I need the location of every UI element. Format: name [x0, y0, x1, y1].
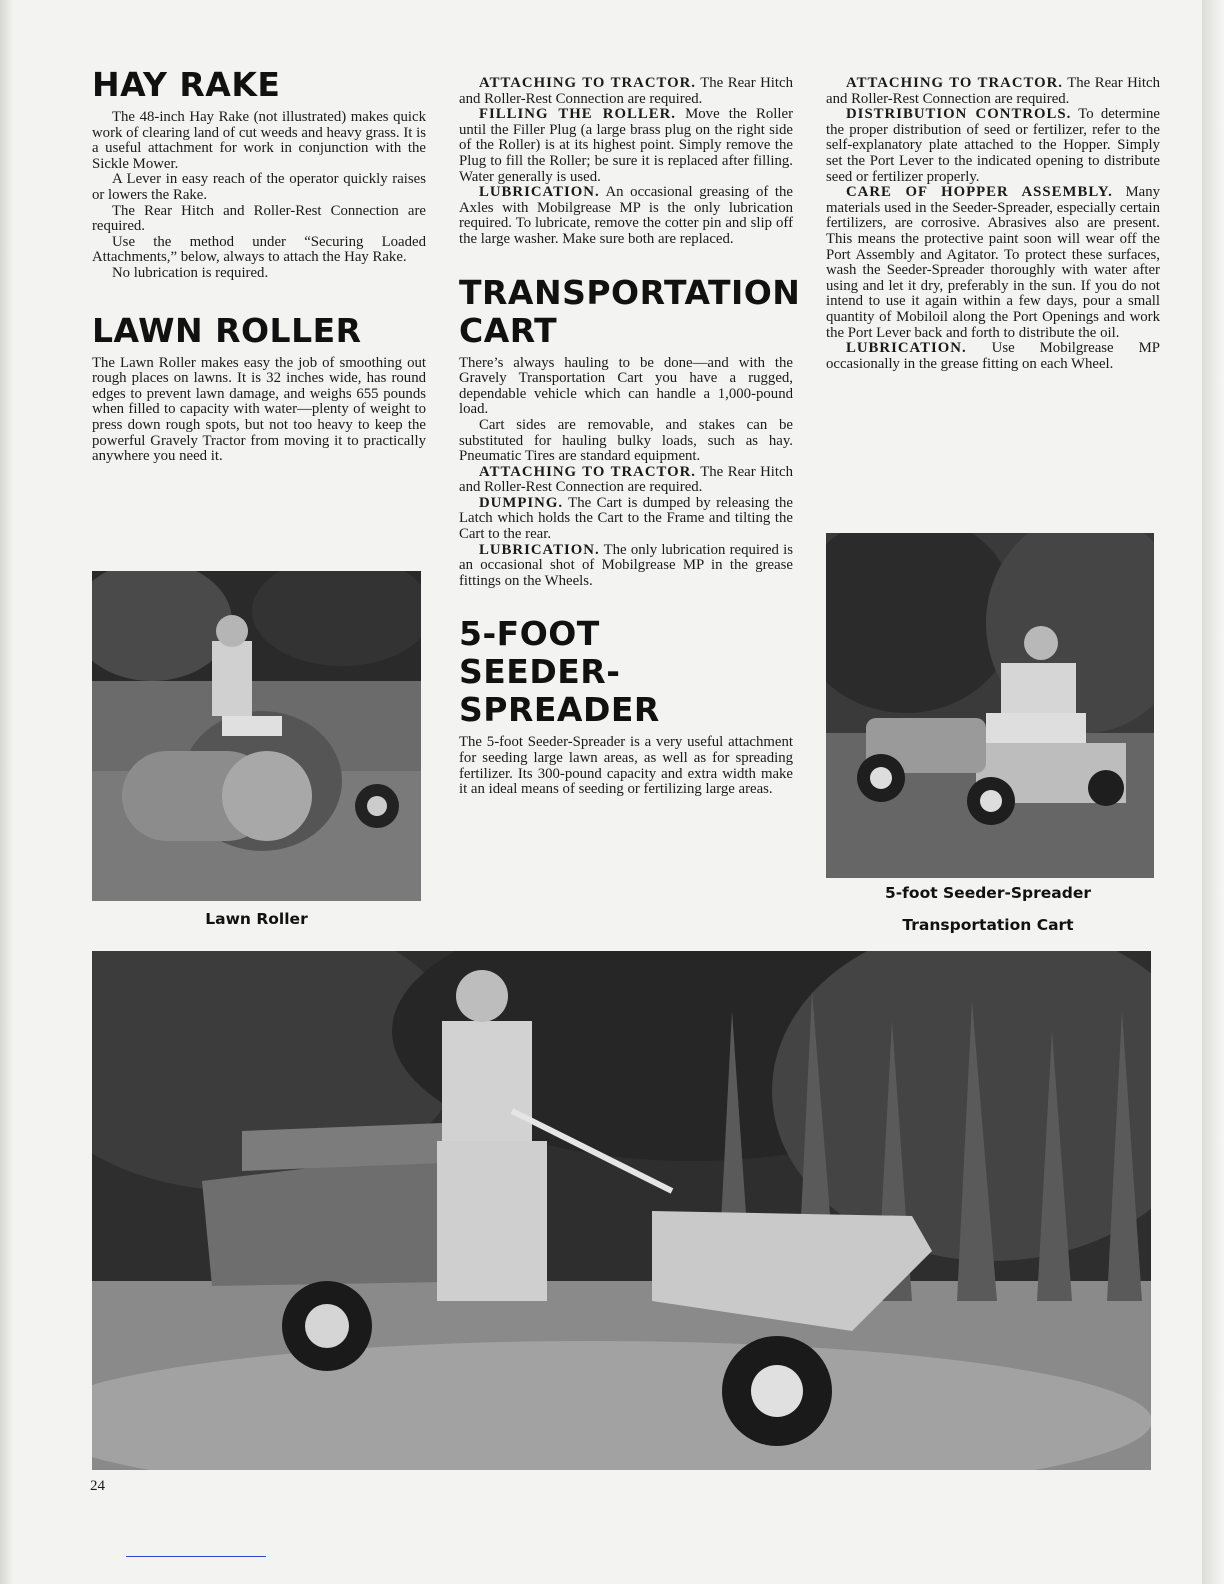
roller-lubrication-lead: LUBRICATION.	[479, 184, 600, 201]
cart-dumping-paragraph	[459, 496, 793, 543]
roller-attaching-text: The Rear Hitch and Roller-Rest Connection are required.	[459, 75, 793, 107]
page-edge-left	[0, 0, 14, 1584]
cart-lubrication-paragraph	[459, 543, 793, 590]
column-middle	[459, 75, 801, 798]
hay-rake-paragraph-1: The 48-inch Hay Rake (not illustrated) makes quick work of clearing land of cut weeds and heavy grass. It is a useful attachment for work in conjunction with the Sickle Mower.	[92, 109, 426, 172]
transportation-cart-heading	[459, 272, 801, 350]
transportation-cart-heading-line-2: CART	[459, 310, 558, 350]
cart-paragraph-1: There’s always hauling to be done—and with the Gravely Transportation Cart you have a rugged, dependable vehicle which can handle a 1,000-pound load.	[459, 354, 793, 418]
hay-rake-paragraph-3: The Rear Hitch and Roller-Rest Connection are required.	[92, 202, 426, 235]
seeder-spreader-photo	[826, 533, 1154, 878]
seeder-lubrication-lead: LUBRICATION.	[846, 340, 967, 357]
seeder-care-lead: CARE OF HOPPER ASSEMBLY.	[846, 184, 1113, 201]
cart-lubrication-lead: LUBRICATION.	[479, 541, 600, 558]
seeder-lubrication-paragraph	[826, 341, 1160, 372]
roller-filling-paragraph	[459, 107, 793, 185]
roller-attaching-paragraph	[459, 76, 793, 107]
seeder-attaching-text: The Rear Hitch and Roller-Rest Connection are required.	[826, 75, 1160, 107]
seeder-distribution-text: To determine the proper distribution of seed or fertilizer, refer to the self-explanatory plate attached to the Hopper. Simply set the Port Lever to the indicated opening to distribute seed or fertilizer properly.	[826, 106, 1160, 185]
roller-filling-text: Move the Roller until the Filler Plug (a large brass plug on the right side of the Roller) is at its highest point. Simply remove the Plug to fill the Roller; be sure it is replaced after filling. Water generally is used.	[459, 106, 793, 185]
lawn-roller-paragraph: The Lawn Roller makes easy the job of smoothing out rough places on lawns. It is 32 inches wide, has round edges to prevent lawn damage, and weighs 655 pounds when filled to capacity with water—plenty of weight to press down rough spots, but not too heavy to keep the powerful Gravely Tractor from moving it to practically anywhere you need it.	[92, 354, 426, 465]
footer-line	[126, 1556, 266, 1557]
lawn-roller-heading: LAWN ROLLER	[92, 310, 362, 350]
roller-lubrication-paragraph	[459, 185, 793, 247]
hay-rake-paragraph-5: No lubrication is required.	[112, 264, 269, 281]
seeder-care-paragraph	[826, 185, 1160, 341]
hay-rake-paragraph-2: A Lever in easy reach of the operator quickly raises or lowers the Rake.	[92, 171, 426, 203]
roller-attaching-lead: ATTACHING TO TRACTOR.	[479, 75, 697, 91]
seeder-distribution-lead: DISTRIBUTION CONTROLS.	[846, 106, 1072, 123]
page-edge-right	[1202, 0, 1224, 1584]
cart-attaching-text: The Rear Hitch and Roller-Rest Connection are required.	[459, 463, 793, 496]
roller-filling-lead: FILLING THE ROLLER.	[479, 106, 676, 123]
cart-lubrication-text: The only lubrication required is an occasional shot of Mobilgrease MP in the grease fittings on the Wheels.	[459, 541, 793, 589]
cart-attaching-paragraph	[459, 465, 793, 496]
cart-attaching-lead: ATTACHING TO TRACTOR.	[479, 463, 697, 480]
seeder-spreader-caption: 5-foot Seeder-Spreader	[884, 884, 1092, 902]
lawn-roller-photo	[92, 571, 421, 901]
seeder-attaching-lead: ATTACHING TO TRACTOR.	[846, 75, 1064, 91]
column-right	[826, 76, 1160, 372]
seeder-attaching-paragraph	[826, 76, 1160, 107]
seeder-care-text: Many materials used in the Seeder-Spreader, especially certain fertilizers, are corrosive. Abrasives also are present. This means the protective paint soon will wear off the Port Assembly and Agitator. To protect these surfaces, wash the Seeder-Spreader thoroughly with water after using and let it dry, preferably in the sun. If you do not intend to use it again within a few days, pour a small quantity of Mobiloil along the Port Openings and work the Port Lever back and forth to distribute the oil.	[826, 184, 1160, 341]
seeder-distribution-paragraph	[826, 107, 1160, 185]
transportation-cart-caption: Transportation Cart	[902, 916, 1074, 934]
seeder-spreader-heading-line-2: SEEDER-SPREADER	[459, 652, 660, 730]
seeder-lubrication-text: Use Mobilgrease MP occasionally in the grease fitting on each Wheel.	[826, 340, 1160, 372]
transportation-cart-photo	[92, 951, 1151, 1470]
seeder-paragraph-1: The 5-foot Seeder-Spreader is a very useful attachment for seeding large lawn areas, as well as for spreading fertilizer. Its 300-pound capacity and extra width make it an ideal means of seeding or fertilizing large areas.	[459, 734, 793, 798]
seeder-spreader-heading-line-1: 5-FOOT	[459, 614, 600, 654]
hay-rake-heading: HAY RAKE	[92, 65, 281, 104]
seeder-spreader-heading	[459, 615, 793, 729]
cart-paragraph-2: Cart sides are removable, and stakes can be substituted for hauling bulky loads, such as hay. Pneumatic Tires are standard equipment.	[459, 416, 793, 465]
roller-lubrication-text: An occasional greasing of the Axles with Mobilgrease MP is the only lubrication required. To lubricate, remove the cotter pin and slip off the large washer. Make sure both are replaced.	[459, 184, 793, 247]
lawn-roller-caption: Lawn Roller	[205, 910, 308, 928]
column-left	[92, 66, 426, 465]
cart-dumping-lead: DUMPING.	[479, 494, 564, 511]
hay-rake-paragraph-4: Use the method under “Securing Loaded Attachments,” below, always to attach the Hay Rake.	[92, 233, 426, 266]
cart-dumping-text: The Cart is dumped by releasing the Latch which holds the Cart to the Frame and tilting the Cart to the rear.	[459, 494, 793, 543]
transportation-cart-heading-line-1: TRANSPORTATION	[459, 272, 801, 312]
page-number: 24	[90, 1478, 105, 1494]
